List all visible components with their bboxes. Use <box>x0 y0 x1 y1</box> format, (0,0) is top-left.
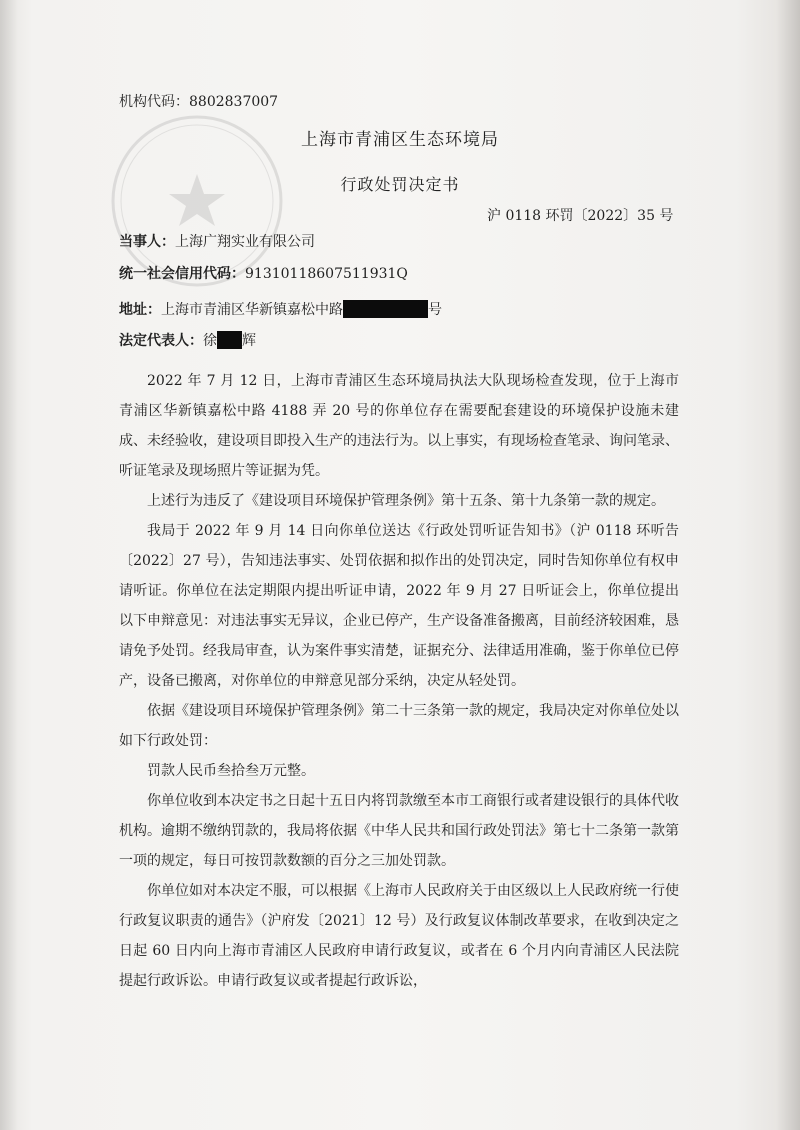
party-value: 上海广翔实业有限公司 <box>175 234 315 250</box>
credit-code-value: 91310118607511931Q <box>245 266 408 282</box>
redaction-bar <box>343 300 428 318</box>
credit-code-field <box>119 267 408 281</box>
decision-body <box>119 366 679 996</box>
address-label: 地址： <box>119 302 161 318</box>
redaction-bar <box>217 331 242 349</box>
page-edge-shadow <box>776 0 800 1130</box>
party-label: 当事人： <box>119 234 175 250</box>
legal-representative-field <box>119 331 256 349</box>
paragraph-hearing: 我局于 2022 年 9 月 14 日向你单位送达《行政处罚听证告知书》（沪 0118 环听告〔2022〕27 号），告知违法事实、处罚依据和拟作出的处罚决定，同时告知你单位有权申请听证。你单位在法定期限内提出听证申请，2022 年 9 月 27 日听证会上，你单位提出以下申辩意见：对违法事实无异议，企业已停产，生产设备准备搬离，目前经济较困难，恳请免予处罚。经我局审查，认为案件事实清楚，证据充分、法律适用准确，鉴于你单位已停产，设备已搬离，对你单位的申辩意见部分采纳，决定从轻处罚。 <box>119 523 679 689</box>
document-number: 沪 0118 环罚〔2022〕35 号 <box>487 208 674 224</box>
paragraph-facts: 2022 年 7 月 12 日，上海市青浦区生态环境局执法大队现场检查发现，位于上海市青浦区华新镇嘉松中路 4188 弄 20 号的你单位存在需要配套建设的环境保护设施未建成、未经验收，建设项目即投入生产的违法行为。以上事实，有现场检查笔录、询问笔录、听证笔录及现场照片等证据为凭。 <box>119 373 679 479</box>
paragraph-legal-basis: 依据《建设项目环境保护管理条例》第二十三条第一款的规定，我局决定对你单位处以如下行政处罚： <box>119 703 679 749</box>
org-code: 机构代码：8802837007 <box>119 94 279 110</box>
credit-code-label: 统一社会信用代码： <box>119 266 245 282</box>
paragraph-violation: 上述行为违反了《建设项目环境保护管理条例》第十五条、第十九条第一款的规定。 <box>147 493 665 509</box>
paragraph-penalty: 罚款人民币叁拾叁万元整。 <box>147 763 315 779</box>
legal-representative-prefix: 徐 <box>203 333 217 349</box>
address-value-prefix: 上海市青浦区华新镇嘉松中路 <box>161 302 343 318</box>
paragraph-payment: 你单位收到本决定书之日起十五日内将罚款缴至本市工商银行或者建设银行的具体代收机构。逾期不缴纳罚款的，我局将依据《中华人民共和国行政处罚法》第七十二条第一款第一项的规定，每日可按罚款数额的百分之三加处罚款。 <box>119 793 679 869</box>
party-field <box>119 235 315 249</box>
legal-representative-suffix: 辉 <box>242 333 256 349</box>
legal-representative-label: 法定代表人： <box>119 333 203 349</box>
document-title: 行政处罚决定书 <box>340 175 460 194</box>
address-value-suffix: 号 <box>428 302 442 318</box>
address-field <box>119 300 442 318</box>
page-edge-shadow <box>0 0 18 1130</box>
issuing-authority-title: 上海市青浦区生态环境局 <box>301 130 499 150</box>
paragraph-appeal: 你单位如对本决定不服，可以根据《上海市人民政府关于由区级以上人民政府统一行使行政复议职责的通告》（沪府发〔2021〕12 号）及行政复议体制改革要求，在收到决定之日起 60 日内向上海市青浦区人民政府申请行政复议，或者在 6 个月内向青浦区人民法院提起行政诉讼。申请行政复议或者提起行政诉讼， <box>119 883 679 989</box>
